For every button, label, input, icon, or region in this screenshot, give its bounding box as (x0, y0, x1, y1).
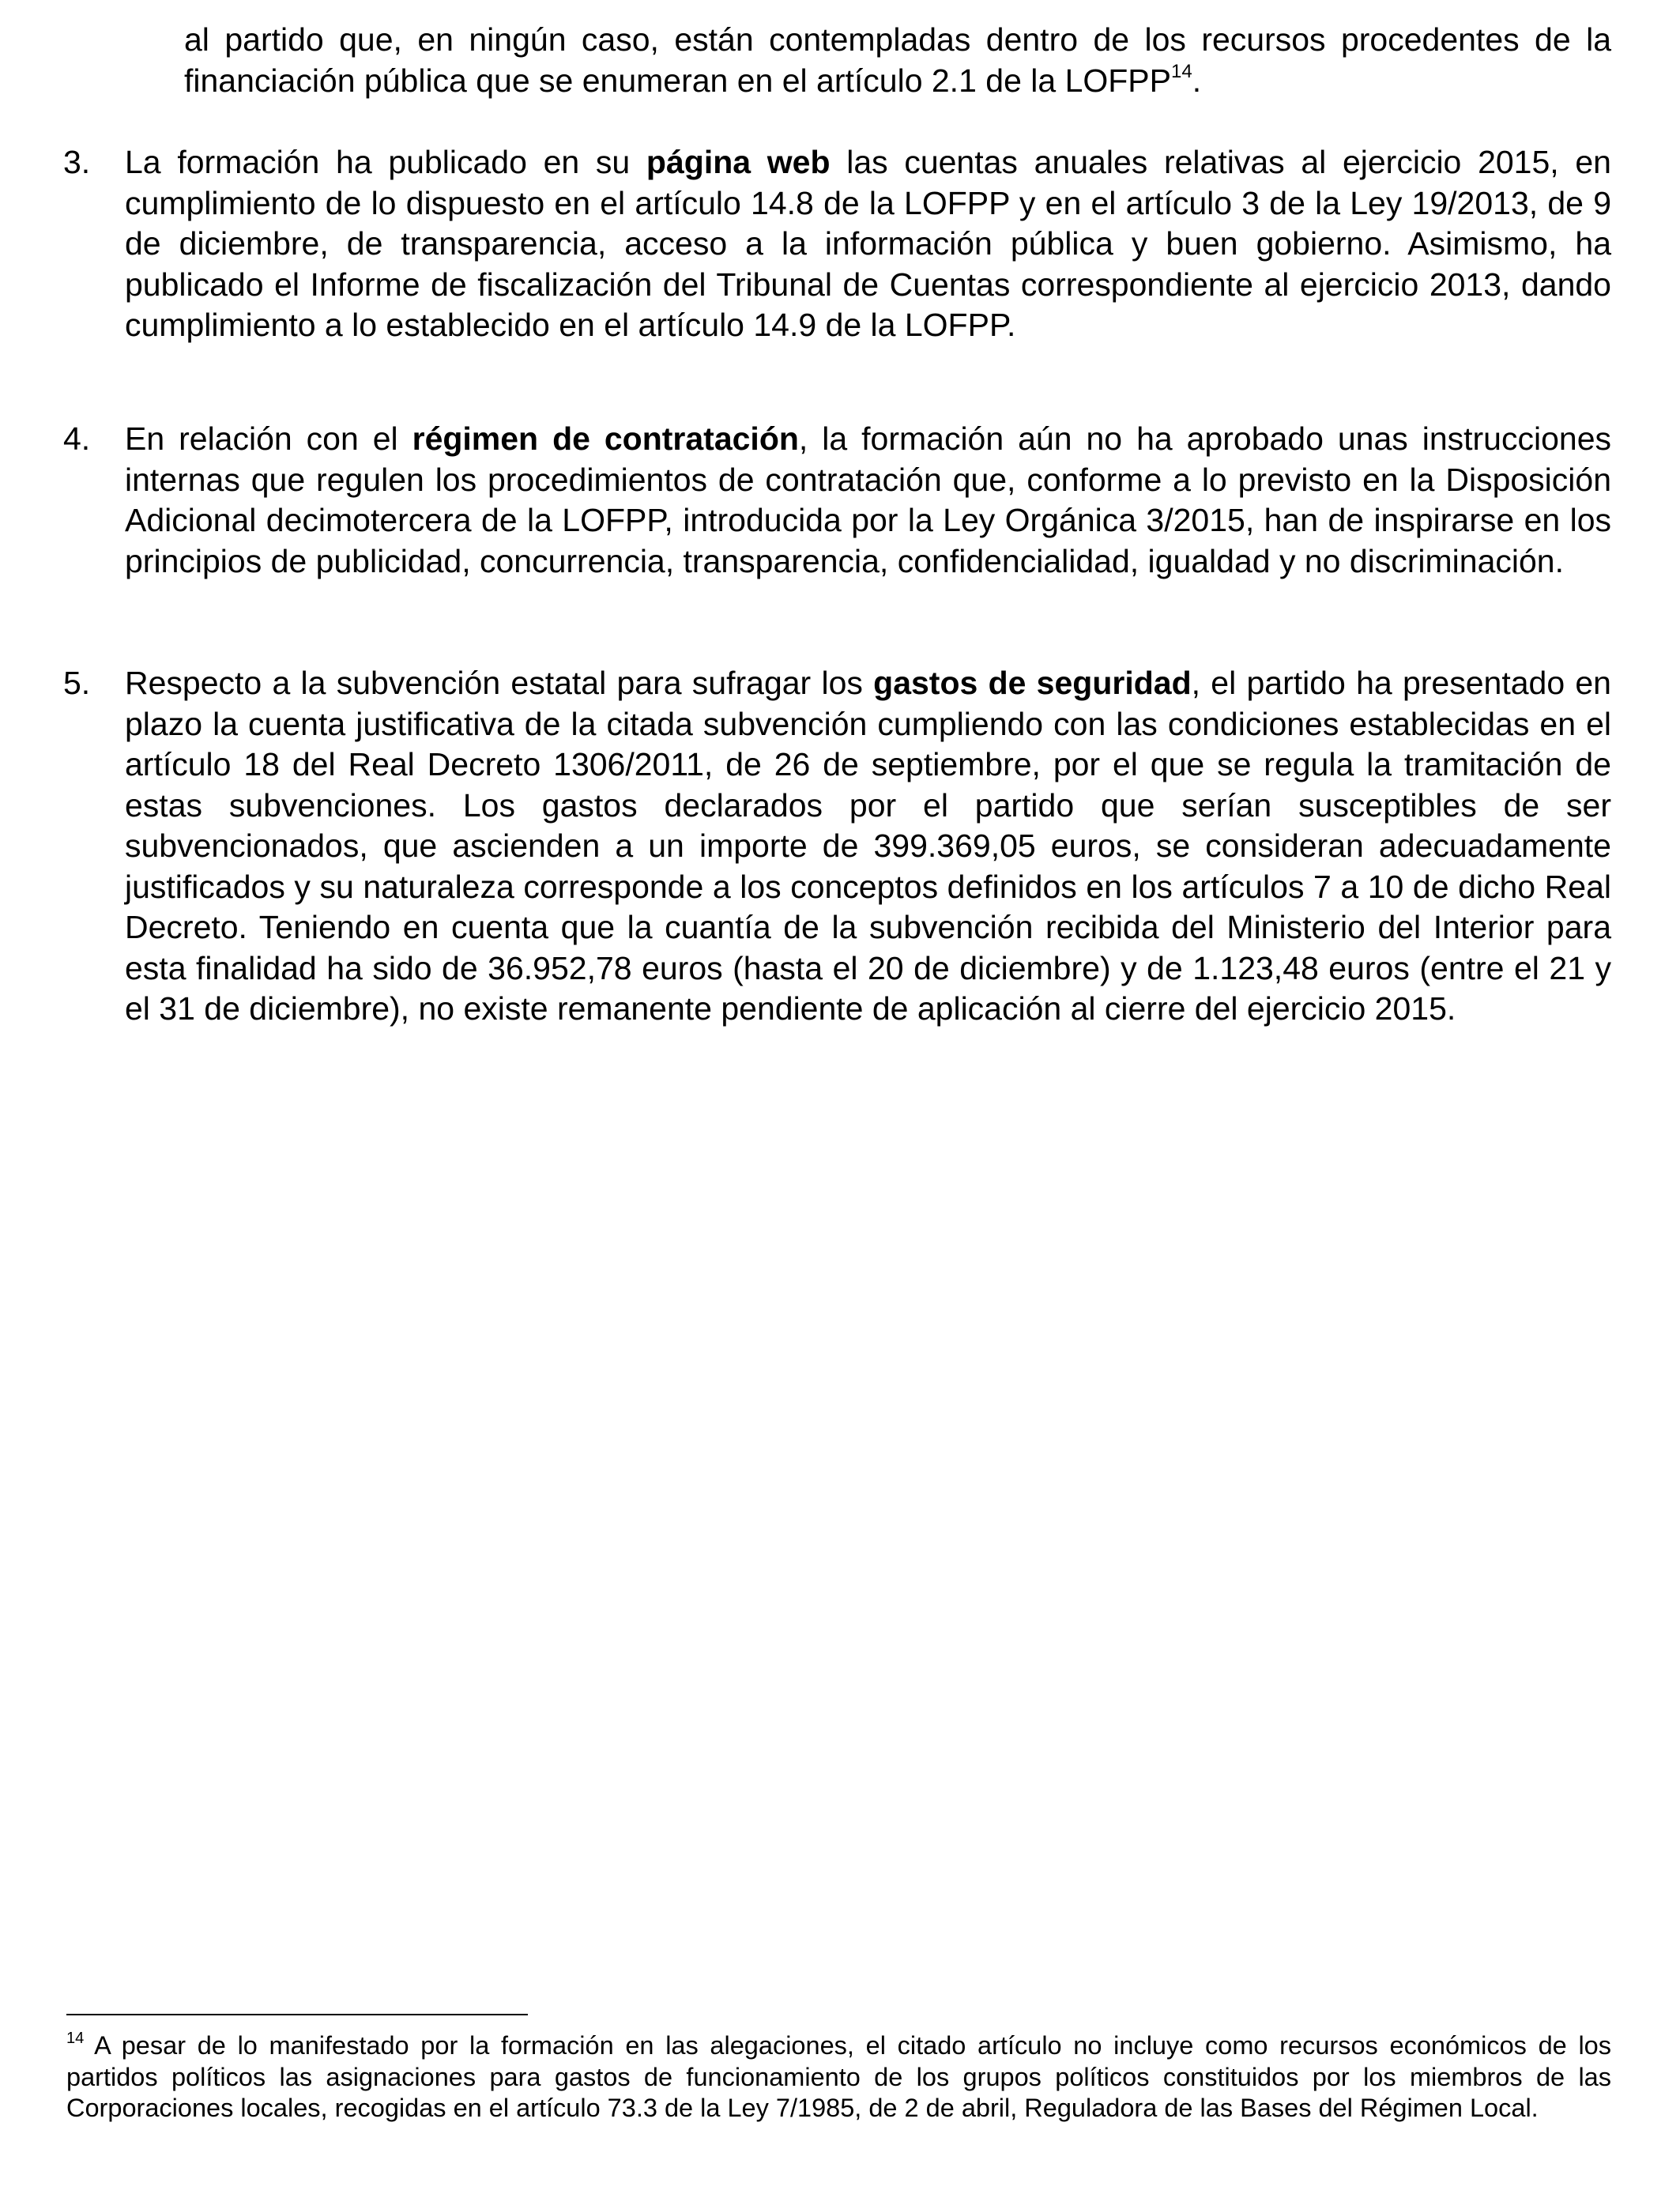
item-text-after: , la formación aún no ha aprobado unas instrucciones internas que regulen los procedimientos de contratación que, conforme a lo previsto en la Disposición Adicional decimotercera de la LOFPP, introducida por la Ley Orgánica 3/2015, han de inspirarse en los principios de publicidad, concurrencia, transparencia, confidencialidad, igualdad y no discriminación. (125, 420, 1612, 579)
item-text-after: las cuentas anuales relativas al ejercicio 2015, en cumplimiento de lo dispuesto en el artículo 14.8 de la LOFPP y en el artículo 3 de la Ley 19/2013, de 9 de diciembre, de transparencia, acceso a la información pública y buen gobierno. Asimismo, ha publicado el Informe de fiscalización del Tribunal de Cuentas correspondiente al ejercicio 2013, dando cumplimiento a lo establecido en el artículo 14.9 de la LOFPP. (125, 144, 1611, 343)
continuation-paragraph (184, 20, 1611, 101)
footnote-reference[interactable]: 14 (1171, 60, 1192, 82)
item-bold-term: página web (646, 144, 831, 180)
item-text-after: , el partido ha presentado en plazo la cuenta justificativa de la citada subvención cumpliendo con las condiciones establecidas en el artículo 18 del Real Decreto 1306/2011, de 26 de septiembre, por el que se regula la tramitación de estas subvenciones. Los gastos declarados por el partido que serían susceptibles de ser subvencionados, que ascienden a un importe de 399.369,05 euros, se consideran adecuadamente justificados y su naturaleza corresponde a los conceptos definidos en los artículos 7 a 10 de dicho Real Decreto. Teniendo en cuenta que la cuantía de la subvención recibida del Ministerio del Interior para esta finalidad ha sido de 36.952,78 euros (hasta el 20 de diciembre) y de 1.123,48 euros (entre el 21 y el 31 de diciembre), no existe remanente pendiente de aplicación al cierre del ejercicio 2015. (125, 665, 1611, 1027)
item-text-before: La formación ha publicado en su (125, 144, 646, 180)
item-paragraph (125, 419, 1611, 582)
item-text-before: Respecto a la subvención estatal para sufragar los (125, 665, 874, 701)
item-bold-term: gastos de seguridad (873, 665, 1192, 701)
item-number: 5. (63, 665, 91, 701)
item-paragraph (125, 663, 1611, 1030)
footnote-text: A pesar de lo manifestado por la formación en las alegaciones, el citado artículo no incluye como recursos económicos de los partidos políticos las asignaciones para gastos de funcionamiento de los grupos políticos constituidos por los miembros de las Corporaciones locales, recogidas en el artículo 73.3 de la Ley 7/1985, de 2 de abril, Reguladora de las Bases del Régimen Local. (66, 2031, 1611, 2122)
item-bold-term: régimen de contratación (412, 420, 799, 457)
continuation-text: al partido que, en ningún caso, están contempladas dentro de los recursos procedentes de la financiación pública que se enumeran en el artículo 2.1 de la LOFPP (184, 21, 1611, 99)
footnote-mark: 14 (66, 2030, 85, 2047)
item-paragraph (125, 142, 1611, 346)
continuation-end: . (1192, 62, 1202, 99)
footnote-separator (66, 2014, 528, 2015)
footnote (66, 2030, 1611, 2124)
item-number: 4. (63, 420, 91, 457)
item-number: 3. (63, 144, 91, 180)
item-text-before: En relación con el (125, 420, 412, 457)
